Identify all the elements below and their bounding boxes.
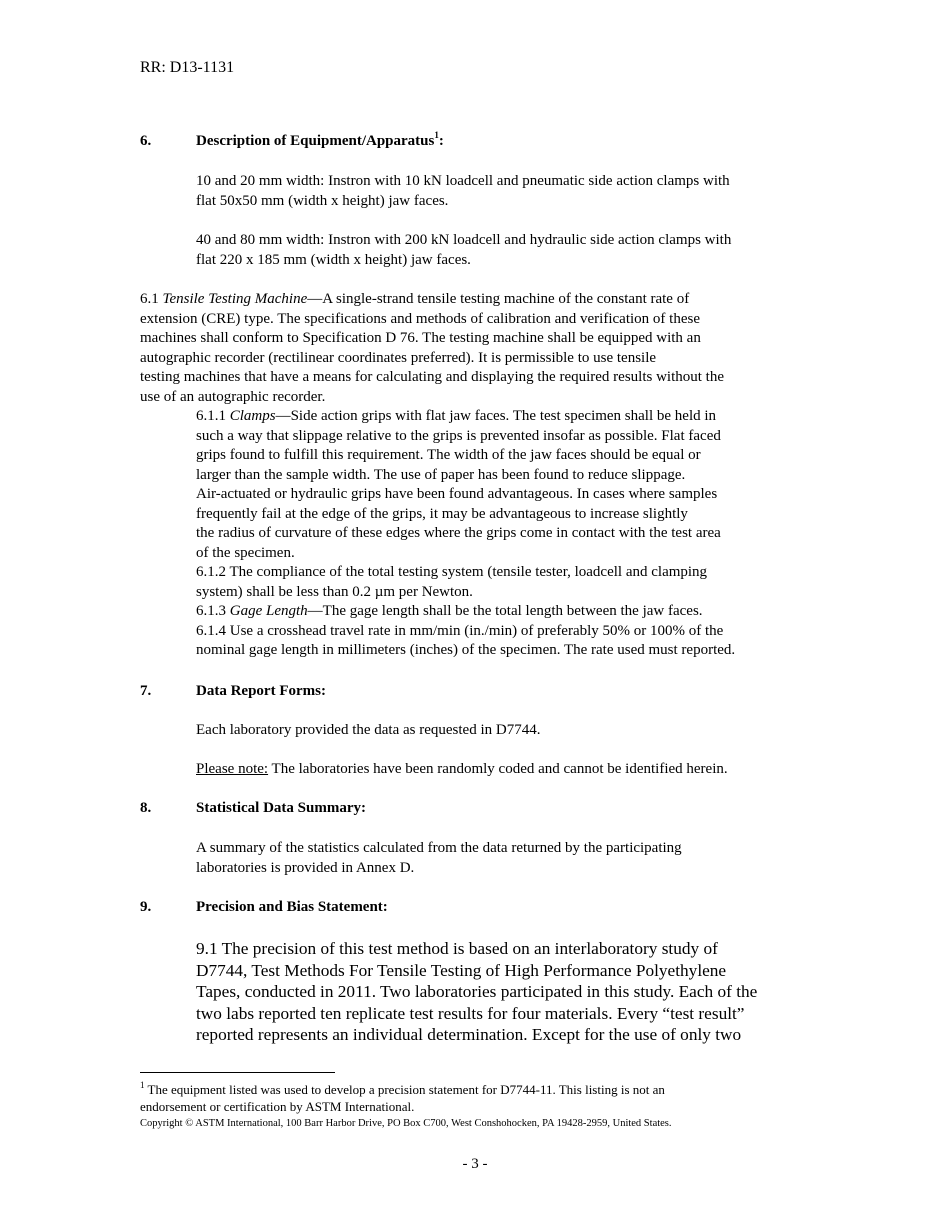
section-6-number: 6.	[140, 133, 152, 149]
clause-6-1-1-prefix: 6.1.1	[196, 408, 230, 424]
clause-6-1-line-2: extension (CRE) type. The specifications and methods of calibration and verification of these	[140, 310, 700, 327]
clause-6-1-3-term: Gage Length	[229, 603, 308, 619]
clause-6-1-2-line-1: 6.1.2 The compliance of the total testing system (tensile tester, loadcell and clamping	[196, 564, 708, 580]
footnote-line-1	[140, 1079, 665, 1098]
footnote-line-2: endorsement or certification by ASTM International.	[140, 1099, 415, 1114]
clause-6-1-1-first-rest: —Side action grips with flat jaw faces. The test specimen shall be held in	[275, 408, 717, 424]
clause-6-1-4-line-1: 6.1.4 Use a crosshead travel rate in mm/min (in./min) of preferably 50% or 100% of the	[196, 622, 724, 639]
section-6-title-text: Description of Equipment/Apparatus	[196, 133, 435, 149]
clause-6-1-term: Tensile Testing Machine	[162, 291, 308, 307]
section-6-title	[196, 132, 444, 152]
clause-9-1-line-5: reported represents an individual determination. Except for the use of only two	[196, 1025, 742, 1044]
section-7-title: Data Report Forms:	[196, 683, 326, 699]
clause-6-1-1-line-2: such a way that slippage relative to the grips is prevented insofar as possible. Flat faced	[196, 427, 721, 444]
clause-9-1-line-1: 9.1 The precision of this test method is based on an interlaboratory study of	[196, 939, 718, 958]
section-8-number: 8.	[140, 800, 152, 816]
clause-6-1-prefix: 6.1	[140, 291, 163, 307]
clause-9-1-line-4: two labs reported ten replicate test results for four materials. Every “test result”	[196, 1003, 745, 1023]
clause-6-1-1-line-8: of the specimen.	[196, 544, 295, 561]
section-7-note	[196, 760, 728, 780]
please-note-text: The laboratories have been randomly coded and cannot be identified herein.	[268, 761, 728, 777]
clause-6-1-1-line-6: frequently fail at the edge of the grips, it may be advantageous to increase slightly	[196, 505, 688, 522]
please-note-label: Please note:	[196, 761, 269, 777]
footnote-text-1: The equipment listed was used to develop a precision statement for D7744-11. This listing is not an	[144, 1082, 665, 1097]
clause-6-1-4-line-2: nominal gage length in millimeters (inches) of the specimen. The rate used must reported.	[196, 642, 736, 658]
footnote-mark: 1	[140, 1079, 145, 1090]
document-reference: RR: D13-1131	[140, 59, 235, 76]
clause-6-1-3-rest: —The gage length shall be the total length between the jaw faces.	[307, 603, 703, 619]
section-8-line-1: A summary of the statistics calculated from the data returned by the participating	[196, 840, 682, 856]
clause-6-1-3-prefix: 6.1.3	[196, 603, 230, 619]
clause-6-1-1-line-7: the radius of curvature of these edges where the grips come in contact with the test area	[196, 525, 721, 541]
clause-6-1-line-3: machines shall conform to Specification D 76. The testing machine shall be equipped with an	[140, 330, 701, 346]
section-6-title-colon: :	[438, 133, 444, 149]
section-9-number: 9.	[140, 899, 152, 915]
page-number: - 3 -	[462, 1156, 488, 1172]
clause-9-1-line-3: Tapes, conducted in 2011. Two laboratories participated in this study. Each of the	[196, 982, 758, 1001]
section-8-title: Statistical Data Summary:	[196, 800, 366, 816]
clause-6-1-1-line-4: larger than the sample width. The use of paper has been found to reduce slippage.	[196, 466, 686, 483]
equipment-40-80mm-line-1: 40 and 80 mm width: Instron with 200 kN loadcell and hydraulic side action clamps with	[196, 232, 732, 248]
footnote-reference[interactable]: 1	[434, 130, 439, 140]
clause-6-1-1-line-1	[196, 407, 716, 427]
clause-6-1-line-1	[140, 290, 689, 310]
equipment-10-20mm-line-1: 10 and 20 mm width: Instron with 10 kN loadcell and pneumatic side action clamps with	[196, 173, 730, 189]
clause-6-1-1-line-5: Air-actuated or hydraulic grips have been found advantageous. In cases where samples	[196, 486, 718, 502]
clause-6-1-first-rest: —A single-strand tensile testing machine of the constant rate of	[307, 291, 690, 307]
copyright-notice: Copyright © ASTM International, 100 Barr Harbor Drive, PO Box C700, West Conshohocken, PA 19428-2959, United States.	[140, 1118, 672, 1129]
clause-6-1-1-term: Clamps	[229, 408, 276, 424]
section-9-title: Precision and Bias Statement:	[196, 899, 388, 915]
clause-6-1-line-4: autographic recorder (rectilinear coordinates preferred). It is permissible to use tensile	[140, 349, 657, 366]
equipment-40-80mm-line-2: flat 220 x 185 mm (width x height) jaw faces.	[196, 251, 471, 268]
section-7-paragraph: Each laboratory provided the data as requested in D7744.	[196, 722, 541, 738]
clause-6-1-line-6: use of an autographic recorder.	[140, 388, 326, 405]
clause-6-1-3-line	[196, 602, 703, 622]
footnote-separator	[140, 1072, 335, 1073]
section-8-line-2: laboratories is provided in Annex D.	[196, 859, 415, 876]
clause-6-1-line-5: testing machines that have a means for calculating and displaying the required results without the	[140, 369, 724, 385]
clause-6-1-1-line-3: grips found to fulfill this requirement. The width of the jaw faces should be equal or	[196, 447, 701, 463]
section-7-number: 7.	[140, 683, 152, 699]
clause-6-1-2-line-2: system) shall be less than 0.2 µm per Newton.	[196, 583, 473, 600]
equipment-10-20mm-line-2: flat 50x50 mm (width x height) jaw faces.	[196, 192, 449, 209]
clause-9-1-line-2: D7744, Test Methods For Tensile Testing of High Performance Polyethylene	[196, 960, 727, 980]
